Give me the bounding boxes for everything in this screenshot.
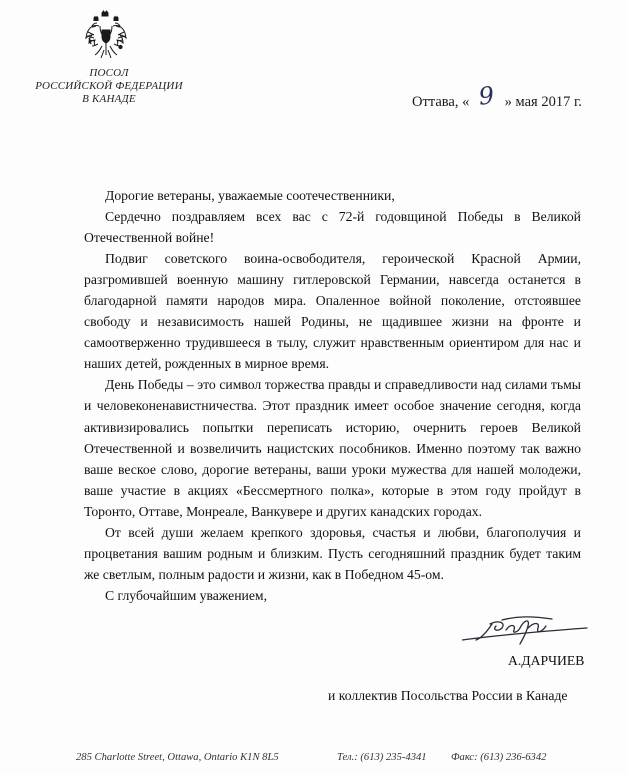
letterhead-line: В КАНАДЕ — [82, 93, 136, 105]
salutation: Дорогие ветераны, уважаемые соотечественники, — [105, 188, 395, 203]
letter-paragraph: Подвиг советского воина-освободителя, героической Красной Армии, разгромившей военную машину гитлеровской Германии, навсегда останется в благодарной памяти народов мира. Опаленное войной поколение, отстоявшее свободу и независимость нашей Родины, не щадившее жизни на фронте и самоотверженно трудившееся в тылу, служит нравственным ориентиром для нас и наших детей, рожденных в мирное время. — [84, 251, 581, 372]
signer-name: А.ДАРЧИЕВ — [508, 653, 585, 668]
footer-fax: Факс: (613) 236-6342 — [451, 752, 547, 763]
footer-address: 285 Charlotte Street, Ottawa, Ontario K1N 8L5 — [76, 752, 279, 763]
closing: С глубочайшим уважением, — [105, 587, 268, 603]
date-rest: » мая 2017 г. — [504, 94, 582, 110]
signer-collective: и коллектив Посольства России в Канаде — [328, 688, 568, 703]
embassy-letterhead — [24, 67, 194, 106]
date-city: Оттава, « — [412, 94, 470, 110]
letterhead-line: РОССИЙСКОЙ ФЕДЕРАЦИИ — [35, 80, 183, 92]
footer-phone: Тел.: (613) 235-4341 — [337, 752, 427, 763]
letter-body — [84, 185, 581, 606]
letter-paragraph: Сердечно поздравляем всех вас с 72-й годовщиной Победы в Великой Отечественной войне! — [84, 209, 581, 246]
dateline — [412, 81, 582, 112]
handwritten-signature — [462, 610, 588, 648]
letterhead-line: ПОСОЛ — [89, 67, 129, 79]
letter-paragraph: От всей души желаем крепкого здоровья, счастья и любви, благополучия и процветания вашим родным и близким. Пусть сегодняшний праздник будет таким же светлым, полным радости и жизни, как в Победном 45-ом. — [84, 524, 581, 582]
coat-of-arms-icon — [84, 10, 128, 66]
letter-paragraph: День Победы – это символ торжества правды и справедливости над силами тьмы и человеконенавистничества. Этот праздник имеет особое значение сегодня, когда активизировались попытки переписать историю, очернить героев Великой Отечественной и возвеличить нацистских пособников. Именно поэтому так важно ваше веское слово, дорогие ветераны, ваши уроки мужества для нашей молодежи, ваше участие в акциях «Бессмертного полка», которые в этом году пройдут в Торонто, Оттаве, Монреале, Ванкувере и других канадских городах. — [84, 377, 581, 519]
date-day-handwritten: 9 — [477, 81, 496, 111]
